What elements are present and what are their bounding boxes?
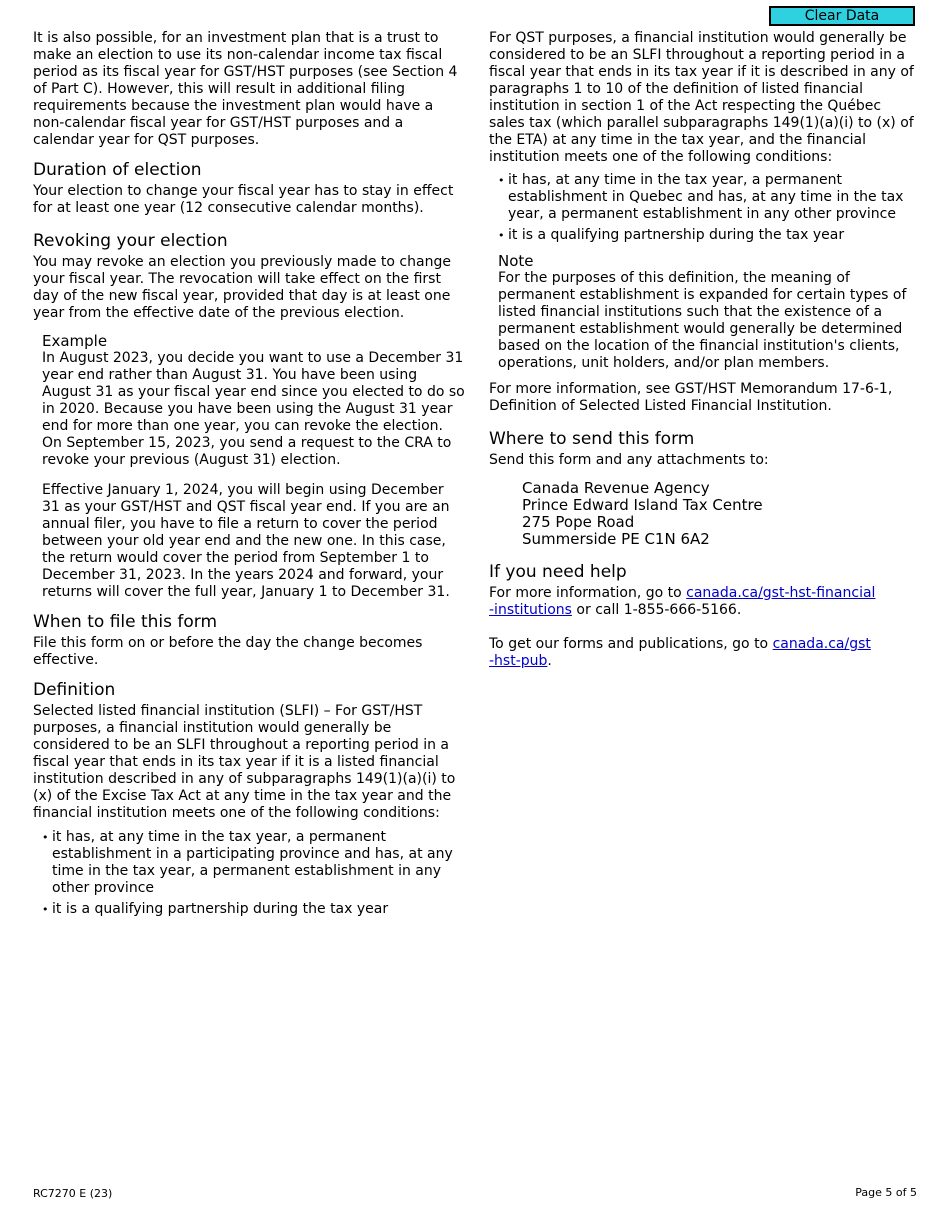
note-block <box>498 252 915 372</box>
list-item: • it is a qualifying partnership during the tax year <box>42 901 465 918</box>
example-block <box>42 332 465 601</box>
forms-text <box>489 636 915 670</box>
list-item: • it is a qualifying partnership during the tax year <box>498 227 915 244</box>
mailing-address <box>522 480 915 548</box>
definition-heading: Definition <box>33 680 116 700</box>
when-text: File this form on or before the day the change becomes effective. <box>33 635 423 668</box>
revoking-heading: Revoking your election <box>33 231 228 251</box>
forms-text-before: To get our forms and publications, go to <box>489 636 773 652</box>
left-column <box>33 30 465 922</box>
address-line: Summerside PE C1N 6A2 <box>522 530 710 548</box>
gst-hst-financial-institutions-link[interactable]: canada.ca/gst-hst-financial -institutions <box>489 585 876 618</box>
example-paragraph-2: Effective January 1, 2024, you will begin using December 31 as your GST/HST and QST fiscal year end. If you are an annual filer, you have to file a return to cover the period between your old year end and the new one. In this case, the return would cover the period from September 1 to December 31, 2023. In the years 2024 and forward, your returns will cover the full year, January 1 to December 31. <box>42 482 450 600</box>
right-column <box>489 30 915 670</box>
example-paragraph-1: In August 2023, you decide you want to use a December 31 year end rather than August 31. You have been using August 31 as your fiscal year end since you elected to do so in 2020. Because you have been using the August 31 year end for more than one year, you can revoke the election. On September 15, 2023, you send a request to the CRA to revoke your previous (August 31) election. <box>42 350 465 468</box>
more-info-text: For more information, see GST/HST Memorandum 17-6-1, Definition of Selected Listed Financial Institution. <box>489 381 893 414</box>
send-text: Send this form and any attachments to: <box>489 452 769 468</box>
qst-conditions-list <box>498 172 915 244</box>
help-text-after: or call 1-855-666-5166. <box>571 602 742 618</box>
address-line: 275 Pope Road <box>522 513 635 531</box>
page-number: Page 5 of 5 <box>855 1186 917 1199</box>
definition-text: Selected listed financial institution (SLFI) – For GST/HST purposes, a financial institution would generally be considered to be an SLFI throughout a reporting period in a fiscal year that ends in its tax year if it is a listed financial institution described in any of subparagraphs 149(1)(a)(i) to (x) of the Excise Tax Act at any time in the tax year and the financial institution meets one of the following conditions: <box>33 703 456 821</box>
intro-paragraph: It is also possible, for an investment plan that is a trust to make an election to use its non-calendar income tax fiscal period as its fiscal year for GST/HST purposes (see Section 4 of Part C). However, this will result in additional filing requirements because the investment plan would have a non-calendar fiscal year for GST/HST purposes and a calendar year for QST purposes. <box>33 30 458 148</box>
address-line: Prince Edward Island Tax Centre <box>522 496 763 514</box>
qst-text: For QST purposes, a financial institution would generally be considered to be an SLFI throughout a reporting period in a fiscal year that ends in its tax year if it is described in any of paragraphs 1 to 10 of the definition of listed financial institution in section 1 of the Act respecting the Québec sales tax (which parallel subparagraphs 149(1)(a)(i) to (x) of the ETA) at any time in the tax year, and the financial institution meets one of the following conditions: <box>489 30 914 165</box>
help-text-before: For more information, go to <box>489 585 687 601</box>
clear-data-button[interactable]: Clear Data <box>769 6 915 26</box>
duration-text: Your election to change your fiscal year has to stay in effect for at least one year (12 consecutive calendar months). <box>33 183 454 216</box>
revoking-text: You may revoke an election you previously made to change your fiscal year. The revocation will take effect on the first day of the new fiscal year, provided that day is at least one year from the effective date of the previous election. <box>33 254 451 321</box>
forms-text-after: . <box>547 653 552 669</box>
list-item: • it has, at any time in the tax year, a permanent establishment in a participating province and has, at any time in the tax year, a permanent establishment in any other province <box>42 829 465 897</box>
duration-heading: Duration of election <box>33 160 202 180</box>
address-line: Canada Revenue Agency <box>522 479 710 497</box>
definition-conditions-list <box>42 829 465 918</box>
gst-hst-pub-link[interactable]: canada.ca/gst -hst-pub <box>489 636 871 669</box>
note-text: For the purposes of this definition, the meaning of permanent establishment is expanded for certain types of listed financial institutions such that the existence of a permanent establishment would generally be determined based on the location of the financial institution's clients, operations, unit holders, and/or plan members. <box>498 270 907 371</box>
note-title: Note <box>498 252 534 270</box>
list-item: • it has, at any time in the tax year, a permanent establishment in Quebec and has, at any time in the tax year, a permanent establishment in any other province <box>498 172 915 223</box>
help-heading: If you need help <box>489 562 627 582</box>
example-title: Example <box>42 332 108 350</box>
help-text <box>489 585 915 619</box>
form-id: RC7270 E (23) <box>33 1187 113 1200</box>
send-heading: Where to send this form <box>489 429 695 449</box>
when-heading: When to file this form <box>33 612 218 632</box>
